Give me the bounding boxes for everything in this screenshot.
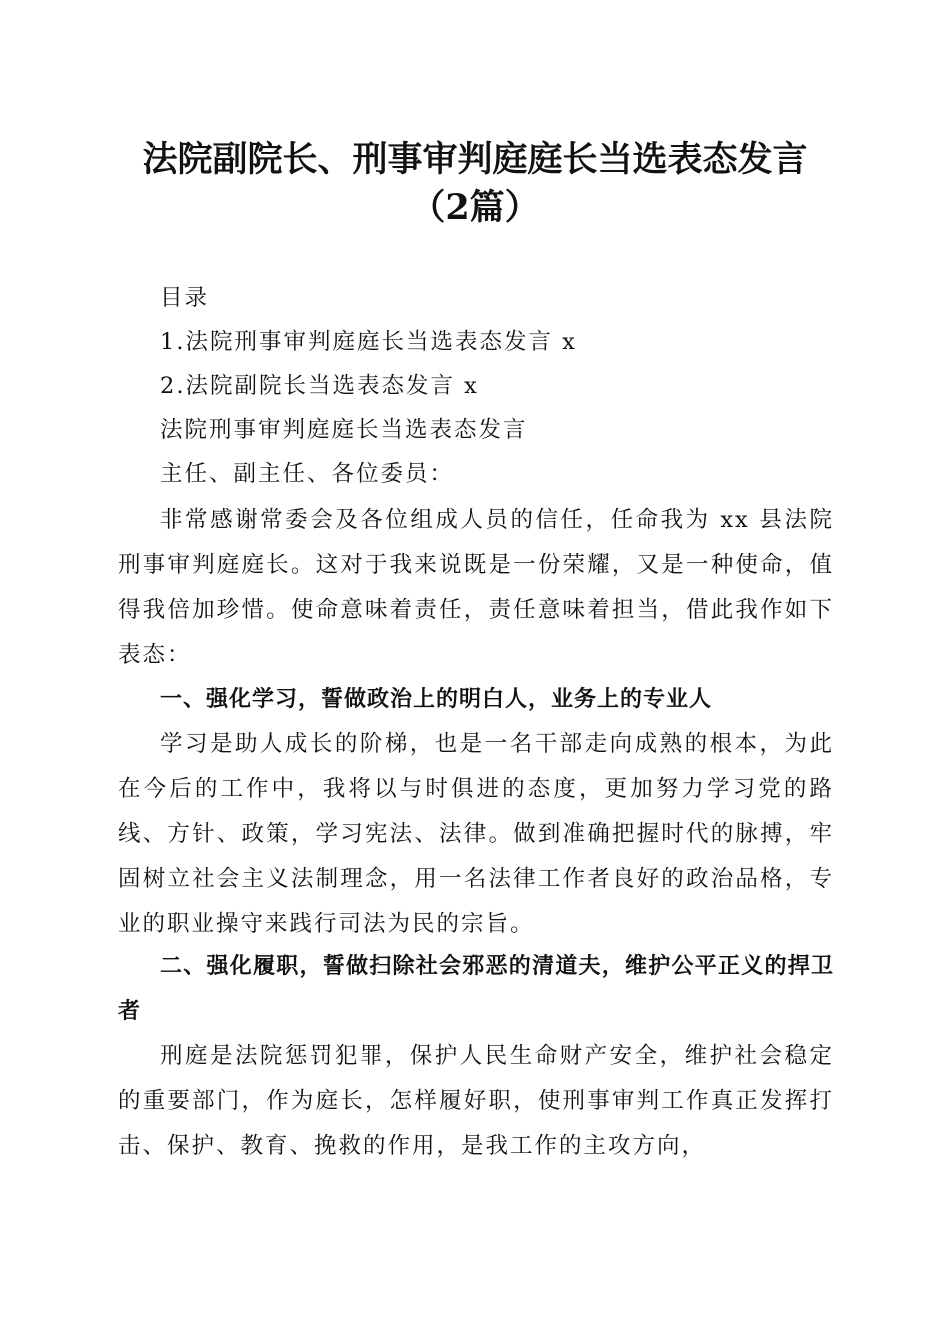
salutation: 主任、副主任、各位委员： bbox=[160, 461, 455, 487]
section-heading: 二、强化履职，誓做扫除社会邪恶的清道夫，维护公平正义的捍卫者 bbox=[118, 954, 834, 1024]
document-title-count: （2篇） bbox=[410, 187, 540, 228]
toc-label: 目录 bbox=[160, 285, 210, 311]
section-title: 法院刑事审判庭庭长当选表态发言 bbox=[160, 417, 528, 443]
section-heading: 一、强化学习，誓做政治上的明白人，业务上的专业人 bbox=[160, 687, 713, 712]
document-title: 法院副院长、刑事审判庭庭长当选表态发言 bbox=[142, 139, 808, 180]
paragraph: 刑庭是法院惩罚犯罪，保护人民生命财产安全，维护社会稳定的重要部门，作为庭长，怎样履好职，使刑事审判工作真正发挥打击、保护、教育、挽救的作用，是我工作的主攻方向， bbox=[118, 1043, 834, 1159]
paragraph: 非常感谢常委会及各位组成人员的信任，任命我为 xx 县法院刑事审判庭庭长。这对于我来说既是一份荣耀，又是一种使命，值得我倍加珍惜。使命意味着责任，责任意味着担当，借此我作如下表态： bbox=[118, 507, 834, 668]
paragraph: 学习是助人成长的阶梯，也是一名干部走向成熟的根本，为此在今后的工作中，我将以与时俱进的态度，更加努力学习党的路线、方针、政策，学习宪法、法律。做到准确把握时代的脉搏，牢固树立社会主义法制理念，用一名法律工作者良好的政治品格，专业的职业操守来践行司法为民的宗旨。 bbox=[118, 731, 834, 937]
toc-item: 2.法院副院长当选表态发言 x bbox=[160, 373, 479, 399]
toc-item: 1.法院刑事审判庭庭长当选表态发言 x bbox=[160, 329, 577, 355]
